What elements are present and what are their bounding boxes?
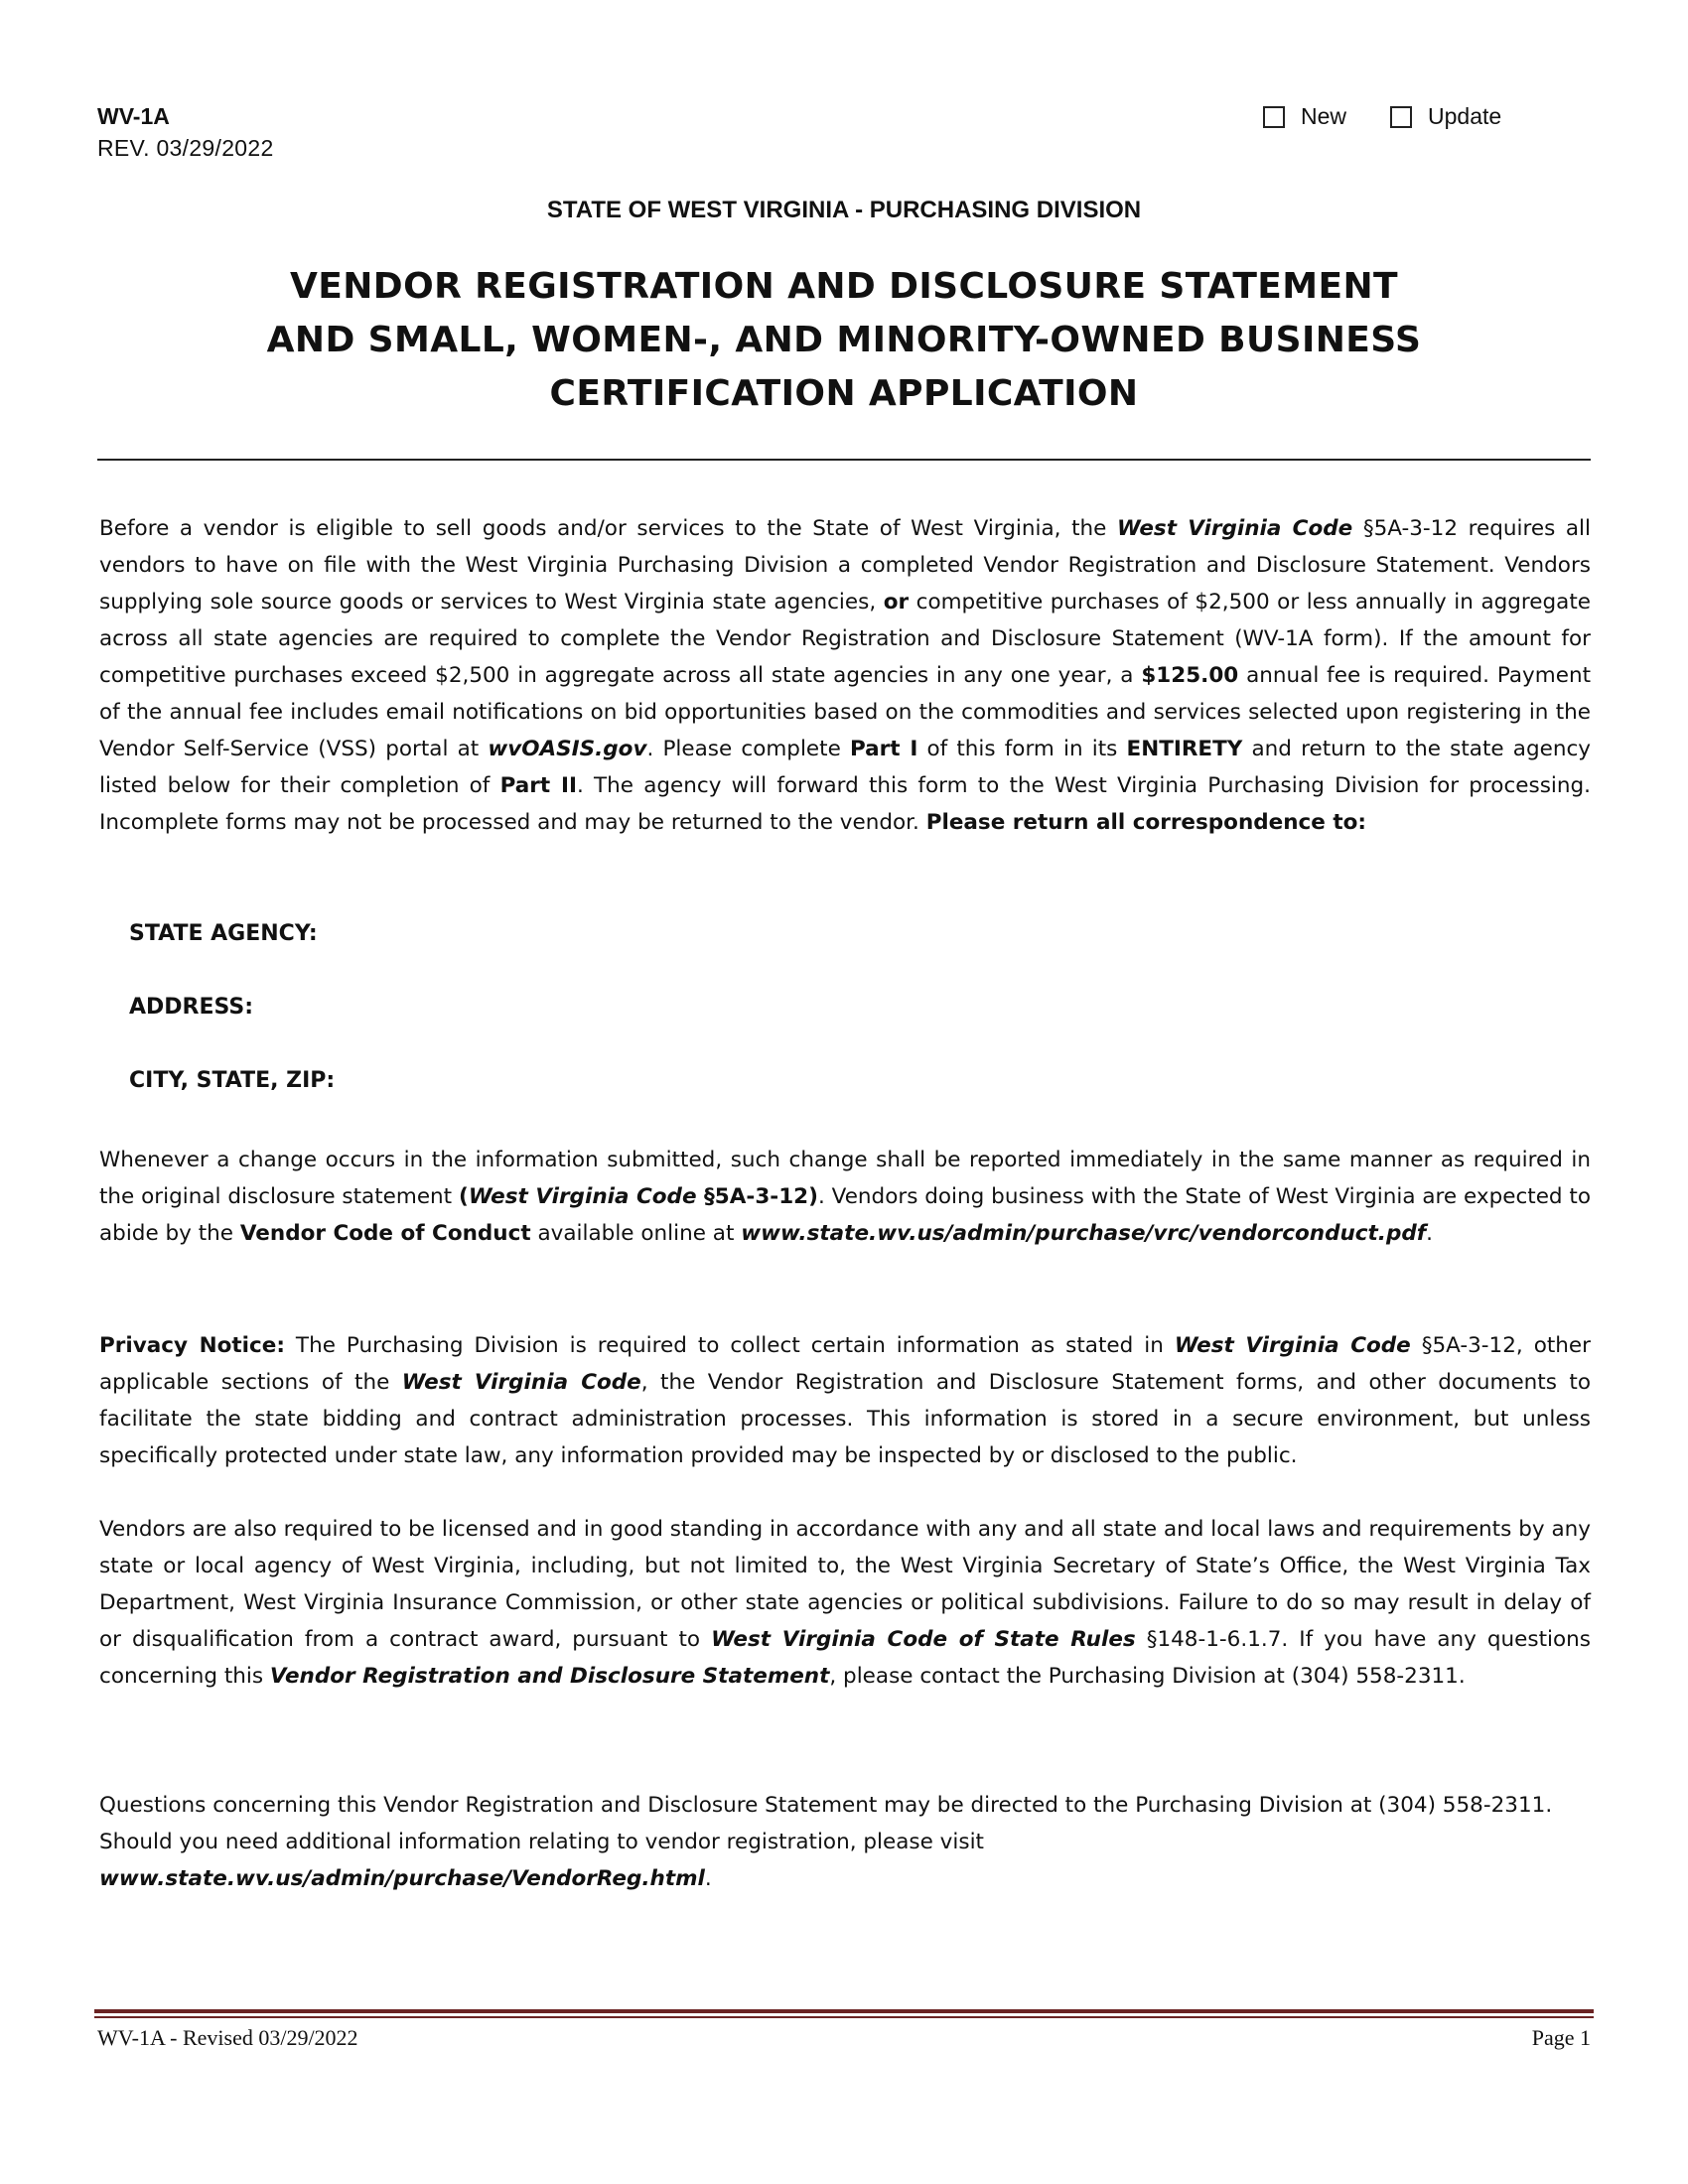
intro-part-2: Part II bbox=[499, 773, 577, 798]
division-heading: STATE OF WEST VIRGINIA - PURCHASING DIVISION bbox=[546, 197, 1142, 223]
change-ref-code: West Virginia Code bbox=[468, 1184, 697, 1209]
questions-text-2: . bbox=[704, 1866, 712, 1891]
intro-text-6: of this form in its bbox=[917, 737, 1127, 761]
intro-return-note: Please return all correspondence to: bbox=[925, 810, 1366, 835]
privacy-text-1: The Purchasing Division is required to collect certain information as stated in bbox=[284, 1333, 1175, 1358]
title-line-1: VENDOR REGISTRATION AND DISCLOSURE STATEMENT bbox=[290, 266, 1398, 307]
footer-rule-thick bbox=[94, 2009, 1594, 2013]
new-checkbox-group[interactable] bbox=[1263, 103, 1346, 130]
city-state-zip-label: CITY, STATE, ZIP: bbox=[129, 1068, 336, 1093]
intro-portal: wvOASIS.gov bbox=[488, 737, 647, 761]
privacy-wv-code-1: West Virginia Code bbox=[1174, 1333, 1411, 1358]
licensing-paragraph bbox=[99, 1511, 1591, 1695]
intro-fee: $125.00 bbox=[1141, 663, 1239, 688]
intro-part-1: Part I bbox=[849, 737, 918, 761]
intro-text-2: §5A-3-12 requires all vendors to have on file with the West Virginia Purchasing Division a completed Vendor Registration and Disclosure Statement. Vendors supplying sole source goods or services to West Virginia state agencies, bbox=[99, 516, 1592, 614]
title-line-3: CERTIFICATION APPLICATION bbox=[549, 373, 1139, 414]
intro-wv-code: West Virginia Code bbox=[1117, 516, 1353, 541]
document-title bbox=[0, 260, 1688, 421]
new-checkbox[interactable] bbox=[1263, 106, 1285, 128]
vendor-registration-link[interactable]: www.state.wv.us/admin/purchase/VendorReg.html bbox=[99, 1866, 705, 1891]
state-agency-label: STATE AGENCY: bbox=[129, 921, 318, 946]
change-text-3: available online at bbox=[530, 1221, 742, 1246]
licensing-text-2: §148-1-6.1.7. If you have any questions concerning this bbox=[99, 1627, 1591, 1689]
update-checkbox-label: Update bbox=[1428, 103, 1502, 129]
title-line-2: AND SMALL, WOMEN-, AND MINORITY-OWNED BUSINESS bbox=[266, 320, 1422, 360]
form-id: WV-1A bbox=[97, 103, 170, 129]
change-text-2: . Vendors doing business with the State of West Virginia are expected to abide by the bbox=[99, 1184, 1592, 1246]
licensing-statement-name: Vendor Registration and Disclosure Statement bbox=[269, 1664, 830, 1689]
intro-text-8: . The agency will forward this form to the West Virginia Purchasing Division for processing. Incomplete forms may not be processed and may be returned to the vendor. bbox=[99, 773, 1591, 835]
privacy-wv-code-2: West Virginia Code bbox=[401, 1370, 641, 1395]
intro-text-3: competitive purchases of $2,500 or less annually in aggregate across all state agencies are required to complete the Vendor Registration and Disclosure Statement (WV-1A form). If the amount for competitive purchases exceed $2,500 in aggregate across all state agencies in any one year, a bbox=[99, 590, 1591, 688]
intro-paragraph bbox=[99, 510, 1591, 841]
licensing-state-rules: West Virginia Code of State Rules bbox=[711, 1627, 1136, 1652]
intro-entirety: ENTIRETY bbox=[1126, 737, 1243, 761]
footer-form-revision: WV-1A - Revised 03/29/2022 bbox=[97, 2025, 358, 2050]
questions-paragraph bbox=[99, 1787, 1591, 1897]
submission-type-checkboxes bbox=[1263, 103, 1501, 130]
update-checkbox-group[interactable] bbox=[1390, 103, 1501, 130]
questions-text-1: Questions concerning this Vendor Registration and Disclosure Statement may be directed to the Purchasing Division at (304) 558-2311. Should you need additional information relating to vendor registration, please visit bbox=[99, 1793, 1553, 1854]
intro-text-4: annual fee is required. Payment of the annual fee includes email notifications on bid opportunities based on the commodities and services selected upon registering in the Vendor Self-Service (VSS) portal at bbox=[99, 663, 1591, 761]
privacy-notice-label: Privacy Notice: bbox=[99, 1333, 285, 1358]
new-checkbox-label: New bbox=[1301, 103, 1347, 129]
change-ref-section: §5A-3-12) bbox=[696, 1184, 818, 1209]
intro-text-5: . Please complete bbox=[646, 737, 850, 761]
privacy-paragraph bbox=[99, 1327, 1591, 1474]
intro-or: or bbox=[883, 590, 910, 614]
change-text-1: Whenever a change occurs in the information submitted, such change shall be reported immediately in the same manner as required in the original disclosure statement bbox=[99, 1148, 1591, 1209]
vendor-code-of-conduct: Vendor Code of Conduct bbox=[239, 1221, 531, 1246]
footer-page-number: Page 1 bbox=[1531, 2025, 1591, 2050]
revision-date: REV. 03/29/2022 bbox=[97, 135, 274, 161]
change-text-4: . bbox=[1426, 1221, 1433, 1246]
intro-text-7: and return to the state agency listed below for their completion of bbox=[99, 737, 1592, 798]
vendor-conduct-link[interactable]: www.state.wv.us/admin/purchase/vrc/vendorconduct.pdf bbox=[741, 1221, 1427, 1246]
change-paragraph bbox=[99, 1142, 1591, 1252]
privacy-text-2: §5A-3-12, other applicable sections of the bbox=[99, 1333, 1591, 1395]
intro-text-1: Before a vendor is eligible to sell goods and/or services to the State of West Virginia, the bbox=[99, 516, 1117, 541]
footer-rule-thin bbox=[94, 2016, 1594, 2018]
title-divider bbox=[97, 459, 1591, 461]
update-checkbox[interactable] bbox=[1390, 106, 1412, 128]
licensing-text-1: Vendors are also required to be licensed and in good standing in accordance with any and all state and local laws and requirements by any state or local agency of West Virginia, including, but not limited to, the West Virginia Secretary of State’s Office, the West Virginia Tax Department, West Virginia Insurance Commission, or other state agencies or political subdivisions. Failure to do so may result in delay of or disqualification from a contract award, pursuant to bbox=[99, 1517, 1591, 1652]
privacy-text-3: , the Vendor Registration and Disclosure Statement forms, and other documents to facilitate the state bidding and contract administration processes. This information is stored in a secure environment, but unless specifically protected under state law, any information provided may be inspected by or disclosed to the public. bbox=[99, 1370, 1591, 1468]
change-ref-open: ( bbox=[458, 1184, 469, 1209]
address-label: ADDRESS: bbox=[129, 995, 254, 1020]
licensing-text-3: , please contact the Purchasing Division at (304) 558-2311. bbox=[829, 1664, 1466, 1689]
